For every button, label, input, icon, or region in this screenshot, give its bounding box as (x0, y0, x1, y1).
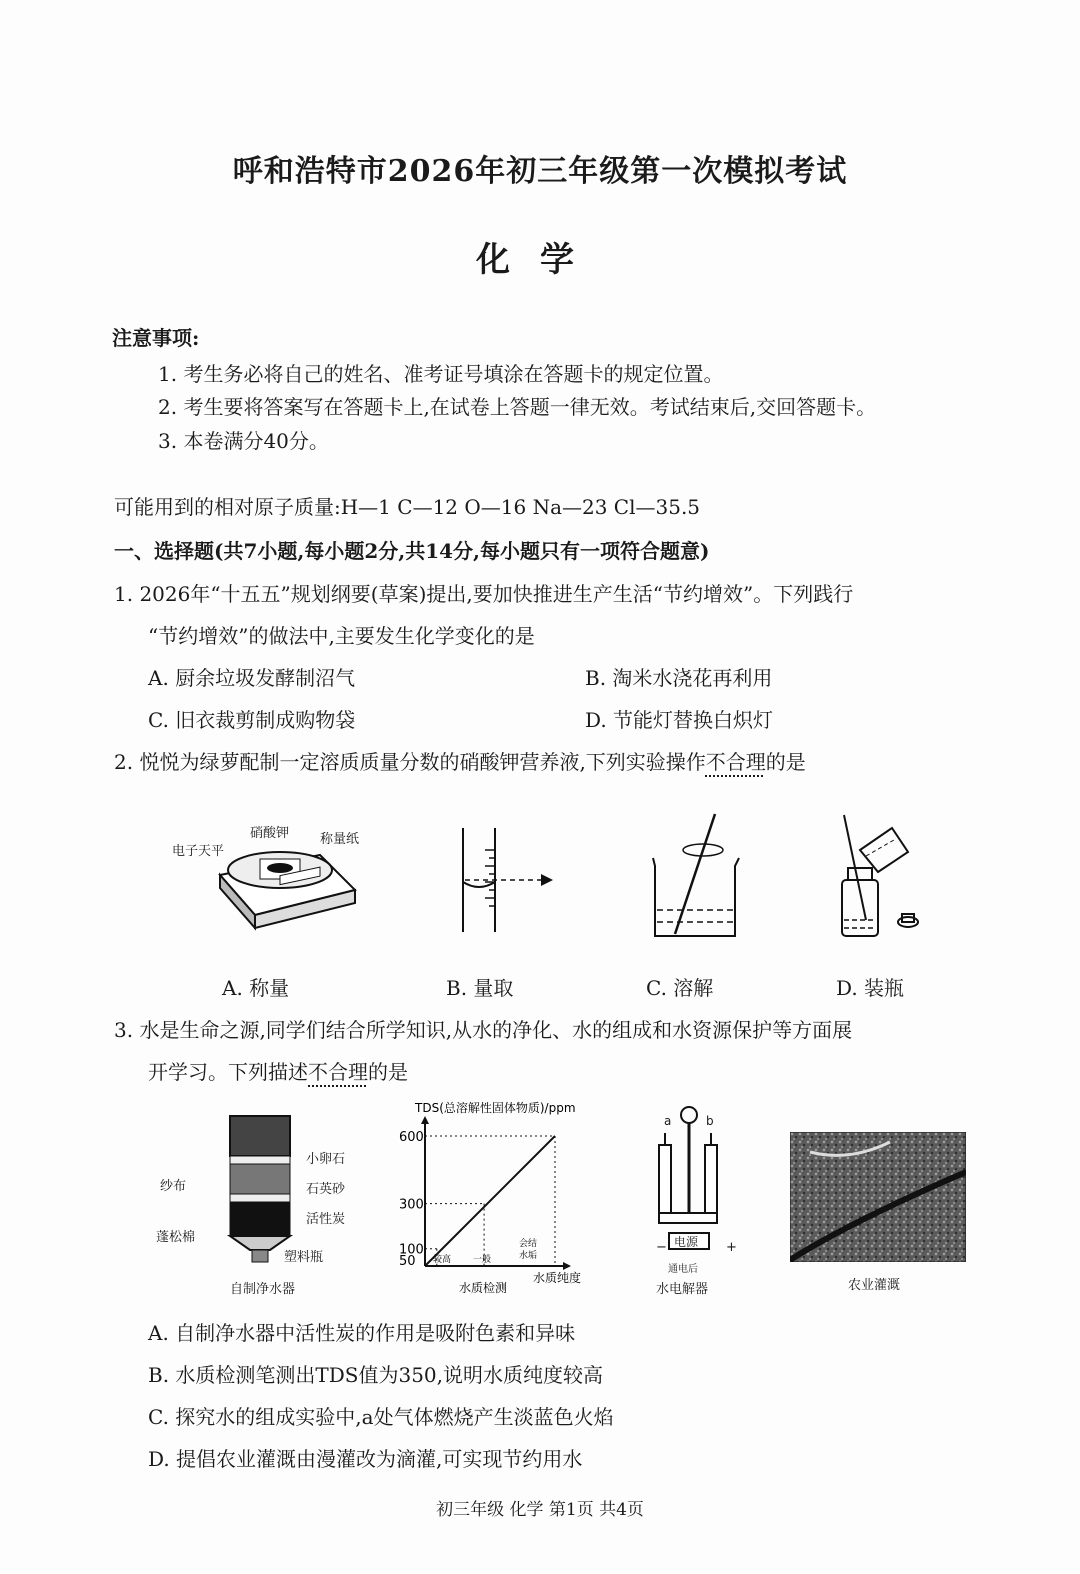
notice-heading: 注意事项: (112, 326, 200, 350)
electrolyzer-b: b (706, 1114, 714, 1128)
filter-sand-label: 石英砂 (306, 1182, 346, 1197)
q3-option-a: A. 自制净水器中活性炭的作用是吸附色素和异味 (148, 1321, 576, 1345)
figure-tds-chart (395, 1100, 605, 1300)
paper-label: 称量纸 (320, 832, 360, 847)
filter-cotton-label: 蓬松棉 (156, 1230, 196, 1245)
q1-stem-line2: “节约增效”的做法中,主要发生化学变化的是 (148, 624, 535, 648)
q2-figure-label-a: A. 称量 (222, 976, 290, 1000)
y-tick-label: 100 (399, 1242, 424, 1258)
q2-stem (114, 746, 806, 775)
notice-item-2: 2. 考生要将答案写在答题卡上,在试卷上答题一律无效。考试结束后,交回答题卡。 (158, 395, 877, 419)
notice-item-3: 3. 本卷满分40分。 (158, 429, 329, 453)
atomic-mass: 可能用到的相对原子质量:H—1 C—12 O—16 Na—23 Cl—35.5 (114, 495, 701, 519)
q1-option-c: C. 旧衣裁剪制成购物袋 (148, 708, 356, 732)
electrolyzer-note: 通电后 (668, 1264, 698, 1275)
filter-caption: 自制净水器 (230, 1282, 296, 1297)
q2-stem-suffix: 的是 (765, 750, 806, 774)
chart-cat-2: 一般 (473, 1255, 492, 1265)
y-tick-label: 50 (399, 1254, 416, 1269)
kno3-label: 硝酸钾 (250, 826, 290, 841)
exam-title: 呼和浩特市2026年初三年级第一次模拟考试 (232, 154, 848, 189)
q3-option-b: B. 水质检测笔测出TDS值为350,说明水质纯度较高 (148, 1363, 604, 1387)
q3-stem-prefix: 开学习。下列描述 (148, 1060, 308, 1084)
q3-stem-line2 (148, 1056, 408, 1085)
q2-figure-label-d: D. 装瓶 (836, 976, 905, 1000)
q1-option-d: D. 节能灯替换白炽灯 (585, 708, 774, 732)
filter-carbon-label: 活性炭 (306, 1212, 346, 1227)
electrolyzer-plus: + (726, 1240, 737, 1255)
q1-option-b: B. 淘米水浇花再利用 (585, 666, 773, 690)
chart-cat-3-line2: 水垢 (519, 1251, 538, 1261)
q3-option-c: C. 探究水的组成实验中,a处气体燃烧产生淡蓝色火焰 (148, 1405, 614, 1429)
electrolyzer-minus: − (656, 1240, 667, 1255)
y-tick-label: 600 (399, 1130, 424, 1145)
figure-bottle-pour (830, 810, 940, 940)
chart-cat-3-line1: 会结 (519, 1239, 538, 1249)
q3-stem-emph: 不合理 (308, 1060, 368, 1084)
chart-caption: 水质检测 (459, 1281, 508, 1295)
balance-label: 电子天平 (172, 844, 225, 859)
subject-title: 化学 (476, 240, 604, 280)
q3-stem-suffix: 的是 (368, 1060, 408, 1084)
q2-stem-prefix: 2. 悦悦为绿萝配制一定溶质质量分数的硝酸钾营养液,下列实验操作 (114, 750, 706, 774)
notice-item-1: 1. 考生务必将自己的姓名、准考证号填涂在答题卡的规定位置。 (158, 362, 724, 386)
y-tick-label: 300 (399, 1197, 424, 1213)
filter-bottle-label: 塑料瓶 (284, 1250, 324, 1265)
electrolyzer-power: 电源 (674, 1235, 699, 1249)
q2-figure-label-c: C. 溶解 (646, 976, 714, 1000)
q3-stem-line1: 3. 水是生命之源,同学们结合所学知识,从水的净化、水的组成和水资源保护等方面展 (114, 1018, 853, 1042)
electrolyzer-a: a (664, 1114, 672, 1128)
section-1-heading: 一、选择题(共7小题,每小题2分,共14分,每小题只有一项符合题意) (114, 539, 710, 563)
farm-caption: 农业灌溉 (848, 1278, 901, 1293)
q3-option-d: D. 提倡农业灌溉由漫灌改为滴灌,可实现节约用水 (148, 1447, 583, 1471)
electrolyzer-caption: 水电解器 (656, 1282, 709, 1297)
q2-figure-label-b: B. 量取 (446, 976, 514, 1000)
q1-stem-line1: 1. 2026年“十五五”规划纲要(草案)提出,要加快推进生产生活“节约增效”。下列践行 (114, 582, 854, 606)
filter-pebble-label: 小卵石 (306, 1152, 346, 1167)
chart-ylabel: TDS(总溶解性固体物质)/ppm (415, 1101, 576, 1115)
figure-beaker (645, 810, 755, 940)
q2-stem-emph: 不合理 (705, 750, 766, 774)
chart-xlabel: 水质纯度 (533, 1271, 582, 1285)
q1-option-a: A. 厨余垃圾发酵制沼气 (148, 666, 356, 690)
filter-gauze-label: 纱布 (160, 1179, 187, 1194)
page-footer: 初三年级 化学 第1页 共4页 (436, 1500, 644, 1520)
chart-cat-1: 较高 (433, 1255, 452, 1265)
figure-cylinder (445, 820, 565, 940)
figure-farm-irrigation (790, 1132, 966, 1262)
